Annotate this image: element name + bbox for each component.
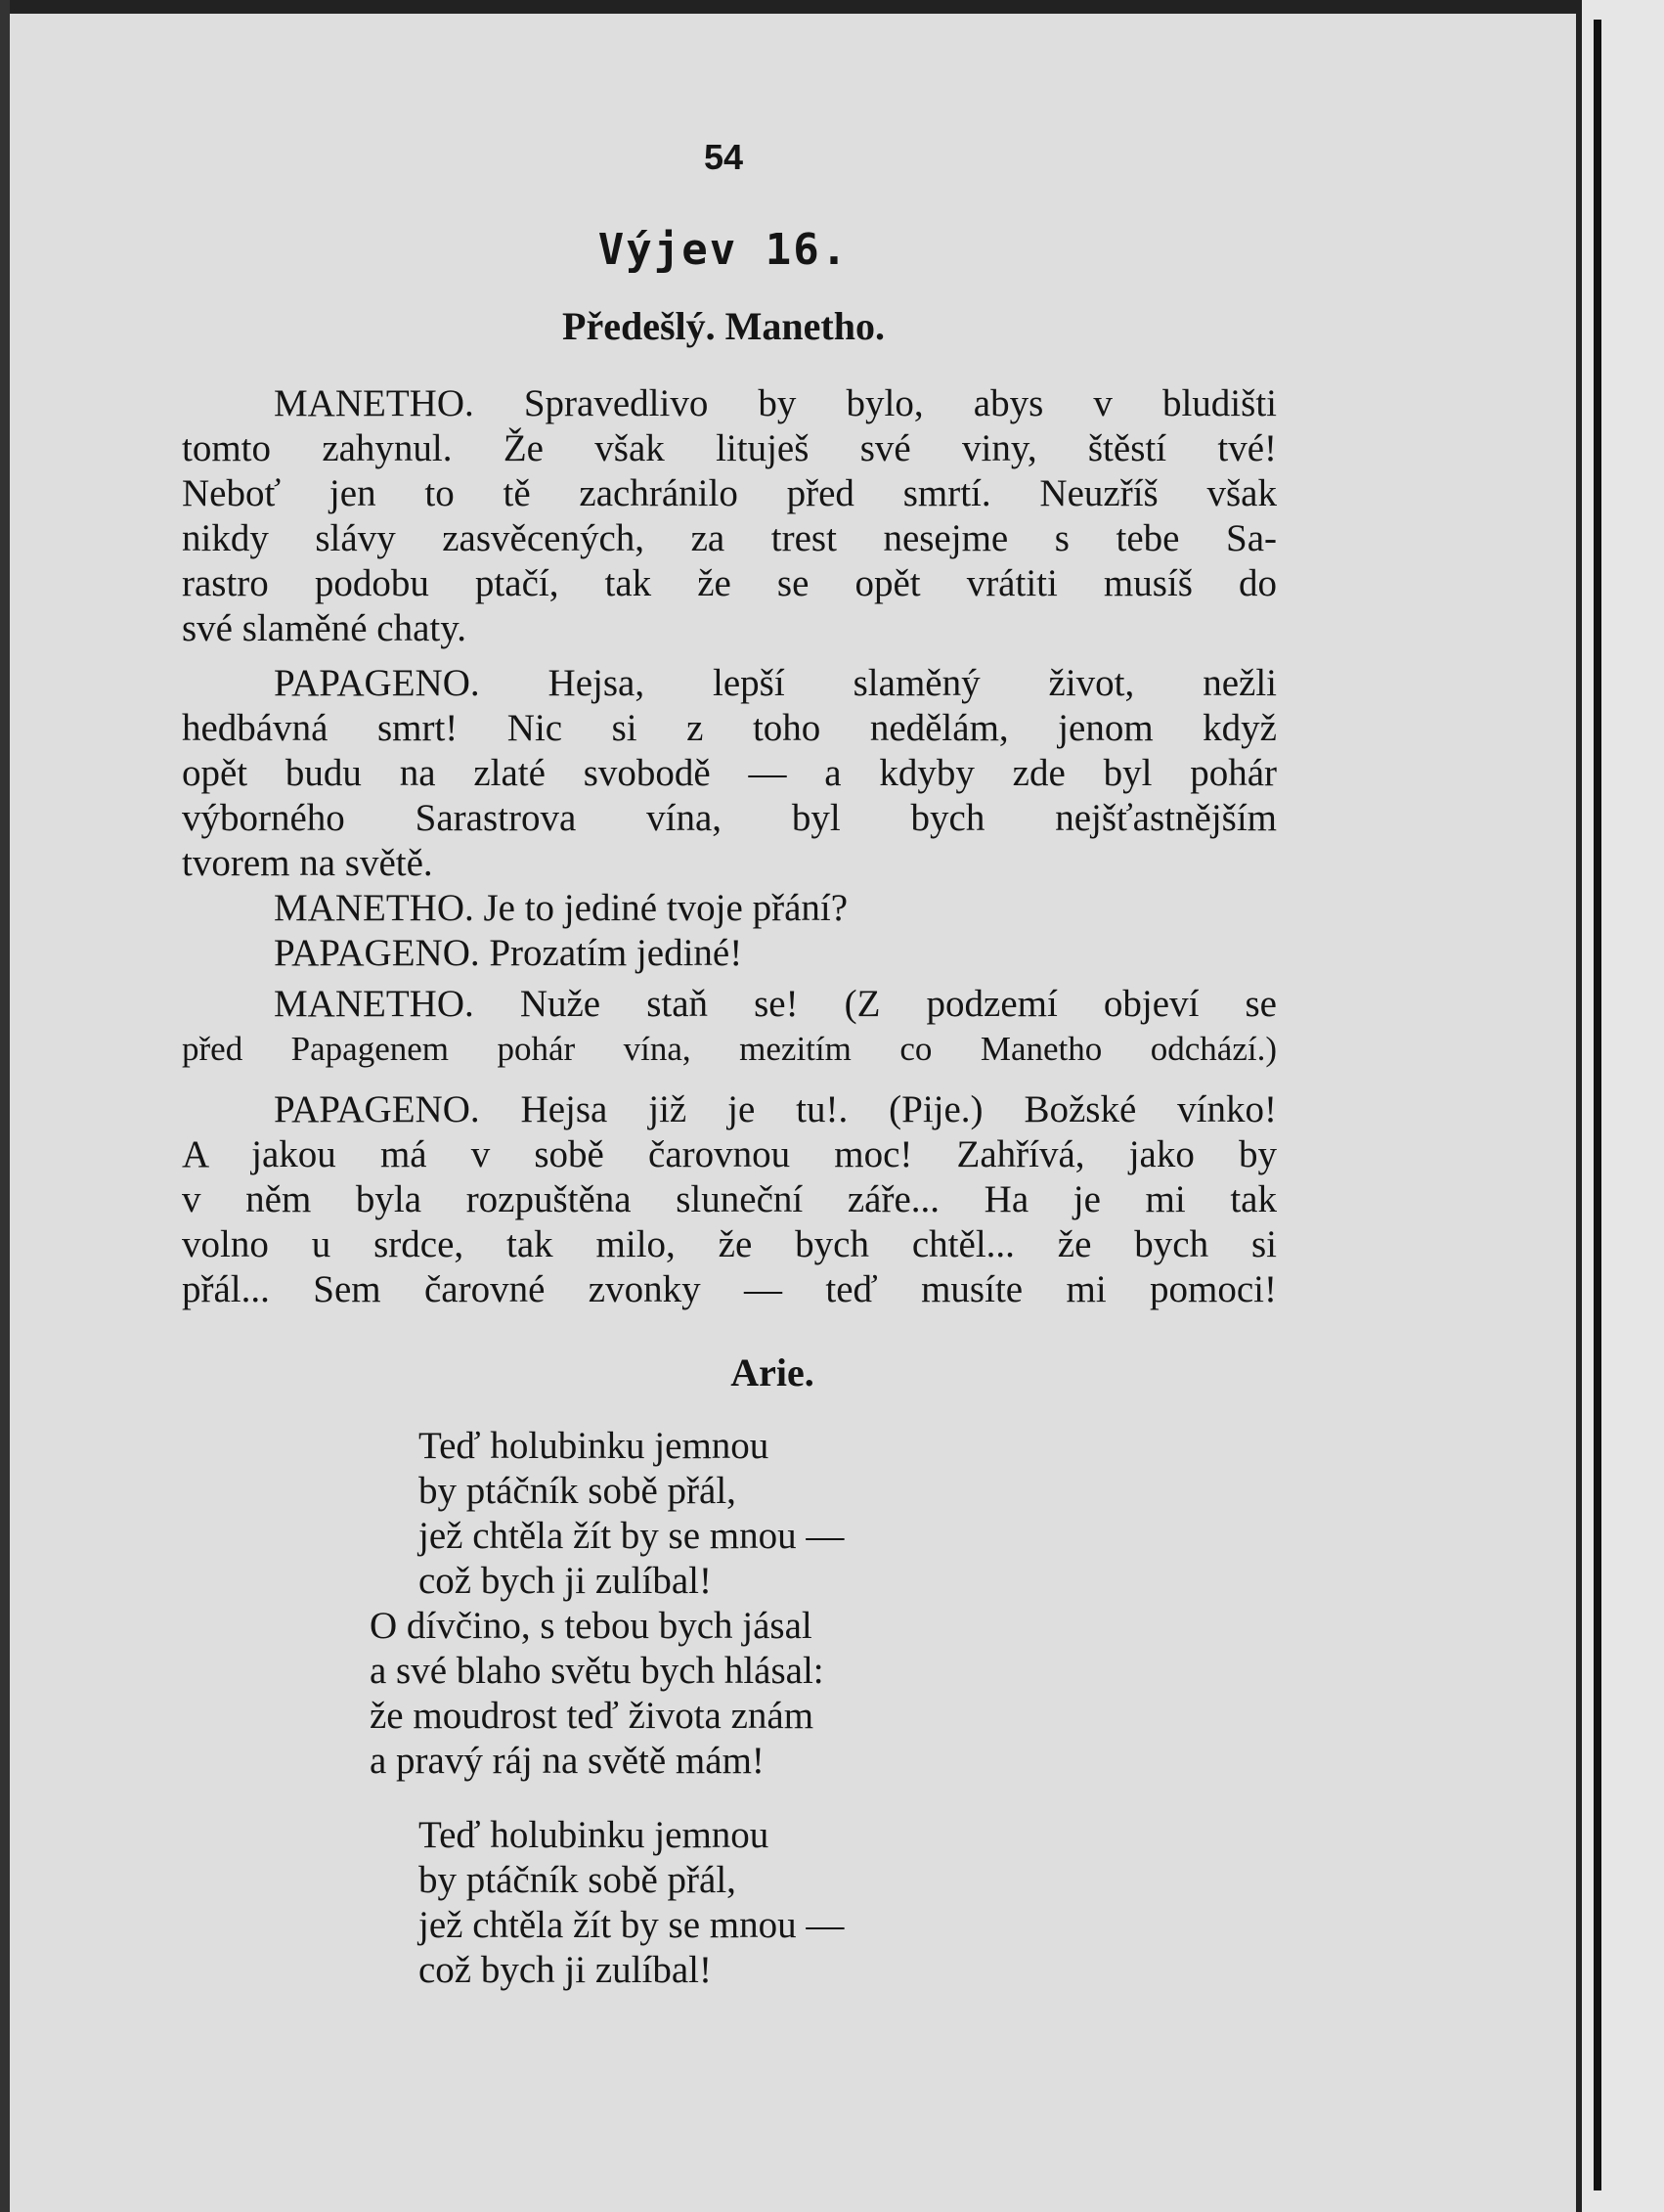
verse-line: Teď holubinku jemnou	[418, 1425, 769, 1467]
verse-line: což bych ji zulíbal!	[418, 1949, 712, 1991]
text-line: v něm byla rozpuštěna sluneční záře... Ha je mi tak	[182, 1178, 1277, 1220]
text-line: nikdy slávy zasvěcených, za trest nesejme s tebe Sa-	[182, 517, 1277, 559]
text-line: před Papagenem pohár vína, mezitím co Manetho odchází.)	[182, 1030, 1277, 1068]
text-line: přál... Sem čarovné zvonky — teď musíte mi pomoci!	[182, 1268, 1277, 1310]
text-line: PAPAGENO. Hejsa již je tu!. (Pije.) Božské vínko!	[274, 1088, 1277, 1130]
verse-line: by ptáčník sobě přál,	[418, 1470, 736, 1512]
spine-edge-line	[1594, 20, 1601, 2190]
verse-line: a své blaho světu bych hlásal:	[370, 1650, 824, 1692]
text-line: opět budu na zlaté svobodě — a kdyby zde byl pohár	[182, 752, 1277, 794]
text-line: rastro podobu ptačí, tak že se opět vrátiti musíš do	[182, 562, 1277, 604]
text-line: PAPAGENO. Prozatím jediné!	[274, 932, 743, 974]
text-line: hedbávná smrt! Nic si z toho nedělám, jenom když	[182, 707, 1277, 749]
page-number: 54	[703, 137, 744, 177]
text-line: MANETHO. Nuže staň se! (Z podzemí objeví se	[274, 983, 1277, 1025]
text-line: své slaměné chaty.	[182, 607, 466, 649]
text-line: tvorem na světě.	[182, 842, 433, 884]
verse-line: by ptáčník sobě přál,	[418, 1859, 736, 1901]
text-line: volno u srdce, tak milo, že bych chtěl... že bych si	[182, 1223, 1277, 1265]
verse-line: že moudrost teď života znám	[370, 1695, 814, 1737]
verse-line: jež chtěla žít by se mnou —	[418, 1904, 845, 1946]
text-line: MANETHO. Spravedlivo by bylo, abys v bludišti	[274, 382, 1277, 424]
text-line: tomto zahynul. Že však lituješ své viny, štěstí tvé!	[182, 427, 1277, 469]
aria-title: Arie.	[730, 1350, 814, 1394]
book-spine	[1576, 0, 1664, 2212]
verse-line: jež chtěla žít by se mnou —	[418, 1515, 845, 1557]
text-line: výborného Sarastrova vína, byl bych nejšťastnějším	[182, 797, 1277, 839]
text-line: PAPAGENO. Hejsa, lepší slaměný život, nežli	[274, 662, 1277, 704]
text-line: A jakou má v sobě čarovnou moc! Zahřívá, jako by	[182, 1133, 1277, 1175]
scene-characters: Předešlý. Manetho.	[562, 304, 885, 348]
verse-line: Teď holubinku jemnou	[418, 1814, 769, 1856]
verse-line: což bych ji zulíbal!	[418, 1560, 712, 1602]
verse-line: a pravý ráj na světě mám!	[370, 1740, 765, 1782]
text-line: MANETHO. Je to jediné tvoje přání?	[274, 887, 849, 929]
scene-heading: Výjev 16.	[597, 225, 850, 275]
verse-line: O dívčino, s tebou bych jásal	[370, 1605, 812, 1647]
text-line: Neboť jen to tě zachránilo před smrtí. Neuzříš však	[182, 472, 1277, 514]
